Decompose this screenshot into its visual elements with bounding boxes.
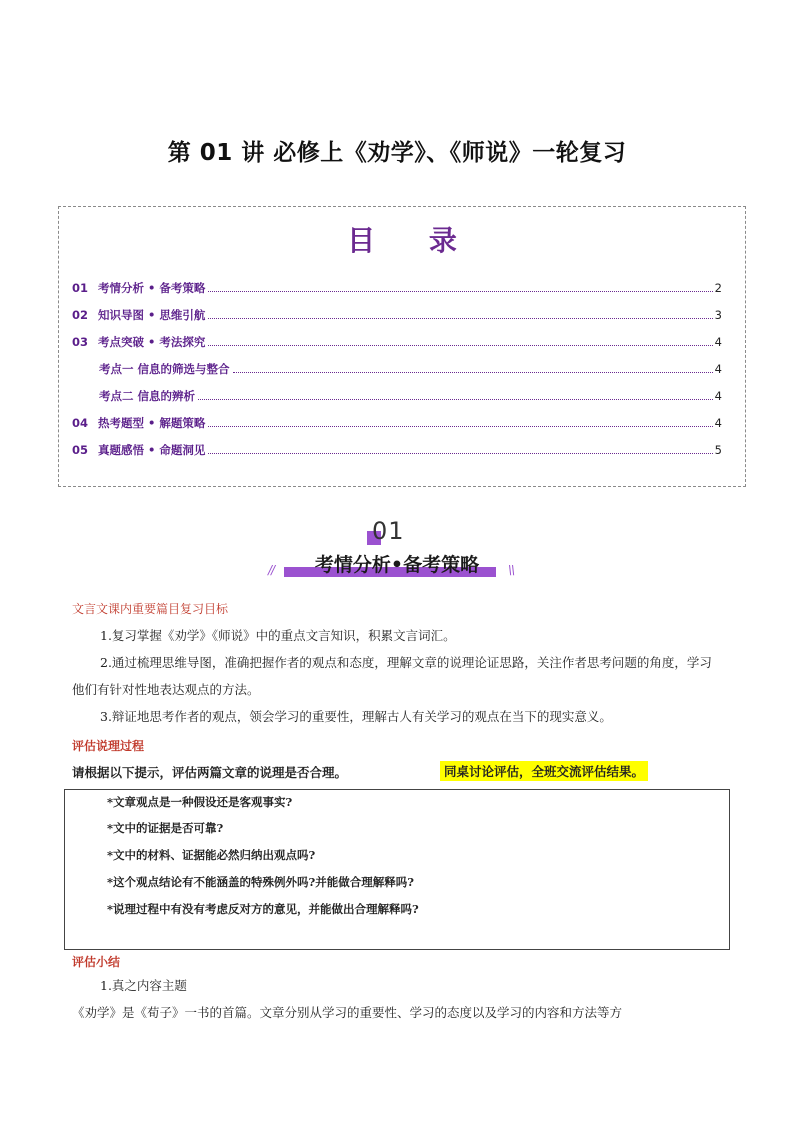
summary-text: 《劝学》是《荀子》一书的首篇。文章分别从学习的重要性、学习的态度以及学习的内容和方法等方	[72, 1005, 623, 1020]
toc-item-page: 3	[714, 308, 722, 322]
toc-subitem-2[interactable]	[99, 388, 722, 404]
toc-item-number: 05	[72, 443, 89, 457]
question-item: *文章观点是一种假设还是客观事实?	[107, 795, 293, 809]
section-number: 01	[372, 517, 405, 545]
toc-item-page: 4	[714, 389, 722, 403]
toc-item-01[interactable]	[72, 280, 722, 296]
highlighted-instruction: 同桌讨论评估，全班交流评估结果。	[440, 761, 648, 781]
toc-item-label: 考点二 信息的辨析	[99, 389, 196, 403]
toc-leader-dots	[208, 425, 712, 427]
toc-item-page: 4	[714, 362, 722, 376]
question-item: *文中的证据是否可靠?	[107, 821, 224, 835]
toc-leader-dots	[208, 452, 712, 454]
toc-item-number: 03	[72, 335, 89, 349]
evaluate-prompt: 请根据以下提示，评估两篇文章的说理是否合理。	[72, 765, 348, 780]
toc-item-05[interactable]	[72, 442, 722, 458]
toc-subitem-1[interactable]	[99, 361, 722, 377]
toc-item-number: 01	[72, 281, 89, 295]
toc-item-page: 4	[714, 416, 722, 430]
toc-item-page: 5	[714, 443, 722, 457]
questions-box	[64, 789, 730, 950]
toc-item-03[interactable]	[72, 334, 722, 350]
toc-item-number: 04	[72, 416, 89, 430]
section-title: 考情分析•备考策略	[314, 554, 480, 576]
toc-heading: 目 录	[347, 224, 479, 257]
toc-item-label: 考情分析 • 备考策略	[98, 281, 206, 295]
toc-item-label: 考点突破 • 考法探究	[98, 335, 206, 349]
summary-heading: 评估小结	[72, 955, 121, 969]
toc-leader-dots	[198, 398, 713, 400]
toc-item-number: 02	[72, 308, 89, 322]
page-title: 第 01 讲 必修上《劝学》、《师说》一轮复习	[167, 140, 627, 166]
left-slash-decoration: //	[268, 563, 275, 577]
evaluate-prompt-row	[72, 763, 722, 781]
toc-item-02[interactable]	[72, 307, 722, 323]
question-item: *这个观点结论有不能涵盖的特殊例外吗?并能做合理解释吗?	[107, 875, 414, 889]
toc-item-label: 知识导图 • 思维引航	[98, 308, 206, 322]
toc-item-04[interactable]	[72, 415, 722, 431]
table-of-contents	[58, 206, 746, 487]
toc-item-page: 4	[714, 335, 722, 349]
summary-point-1: 1.真之内容主题	[100, 978, 187, 993]
toc-leader-dots	[208, 344, 712, 346]
toc-item-label: 考点一 信息的筛选与整合	[99, 362, 230, 376]
toc-item-label: 热考题型 • 解题策略	[98, 416, 206, 430]
toc-leader-dots	[208, 317, 712, 319]
goal-item-1: 1.复习掌握《劝学》《师说》中的重点文言知识，积累文言词汇。	[100, 628, 456, 643]
evaluate-heading: 评估说理过程	[72, 739, 145, 753]
question-item: *文中的材料、证据能必然归纳出观点吗?	[107, 848, 316, 862]
section-banner	[262, 515, 532, 585]
goal-item-3: 3.辩证地思考作者的观点，领会学习的重要性，理解古人有关学习的观点在当下的现实意义。	[100, 709, 612, 724]
toc-leader-dots	[208, 290, 712, 292]
question-item: *说理过程中有没有考虑反对方的意见，并能做出合理解释吗?	[107, 902, 419, 916]
toc-item-page: 2	[714, 281, 722, 295]
goals-heading: 文言文课内重要篇目复习目标	[72, 602, 229, 616]
section-title-bar	[262, 551, 532, 583]
toc-leader-dots	[233, 371, 713, 373]
toc-item-label: 真题感悟 • 命题洞见	[98, 443, 206, 457]
goal-item-2: 2.通过梳理思维导图，准确把握作者的观点和态度，理解文章的说理论证思路，关注作者思考问题的角度，学习他们有针对性地表达观点的方法。	[72, 655, 712, 697]
right-slash-decoration: \\	[508, 563, 515, 577]
